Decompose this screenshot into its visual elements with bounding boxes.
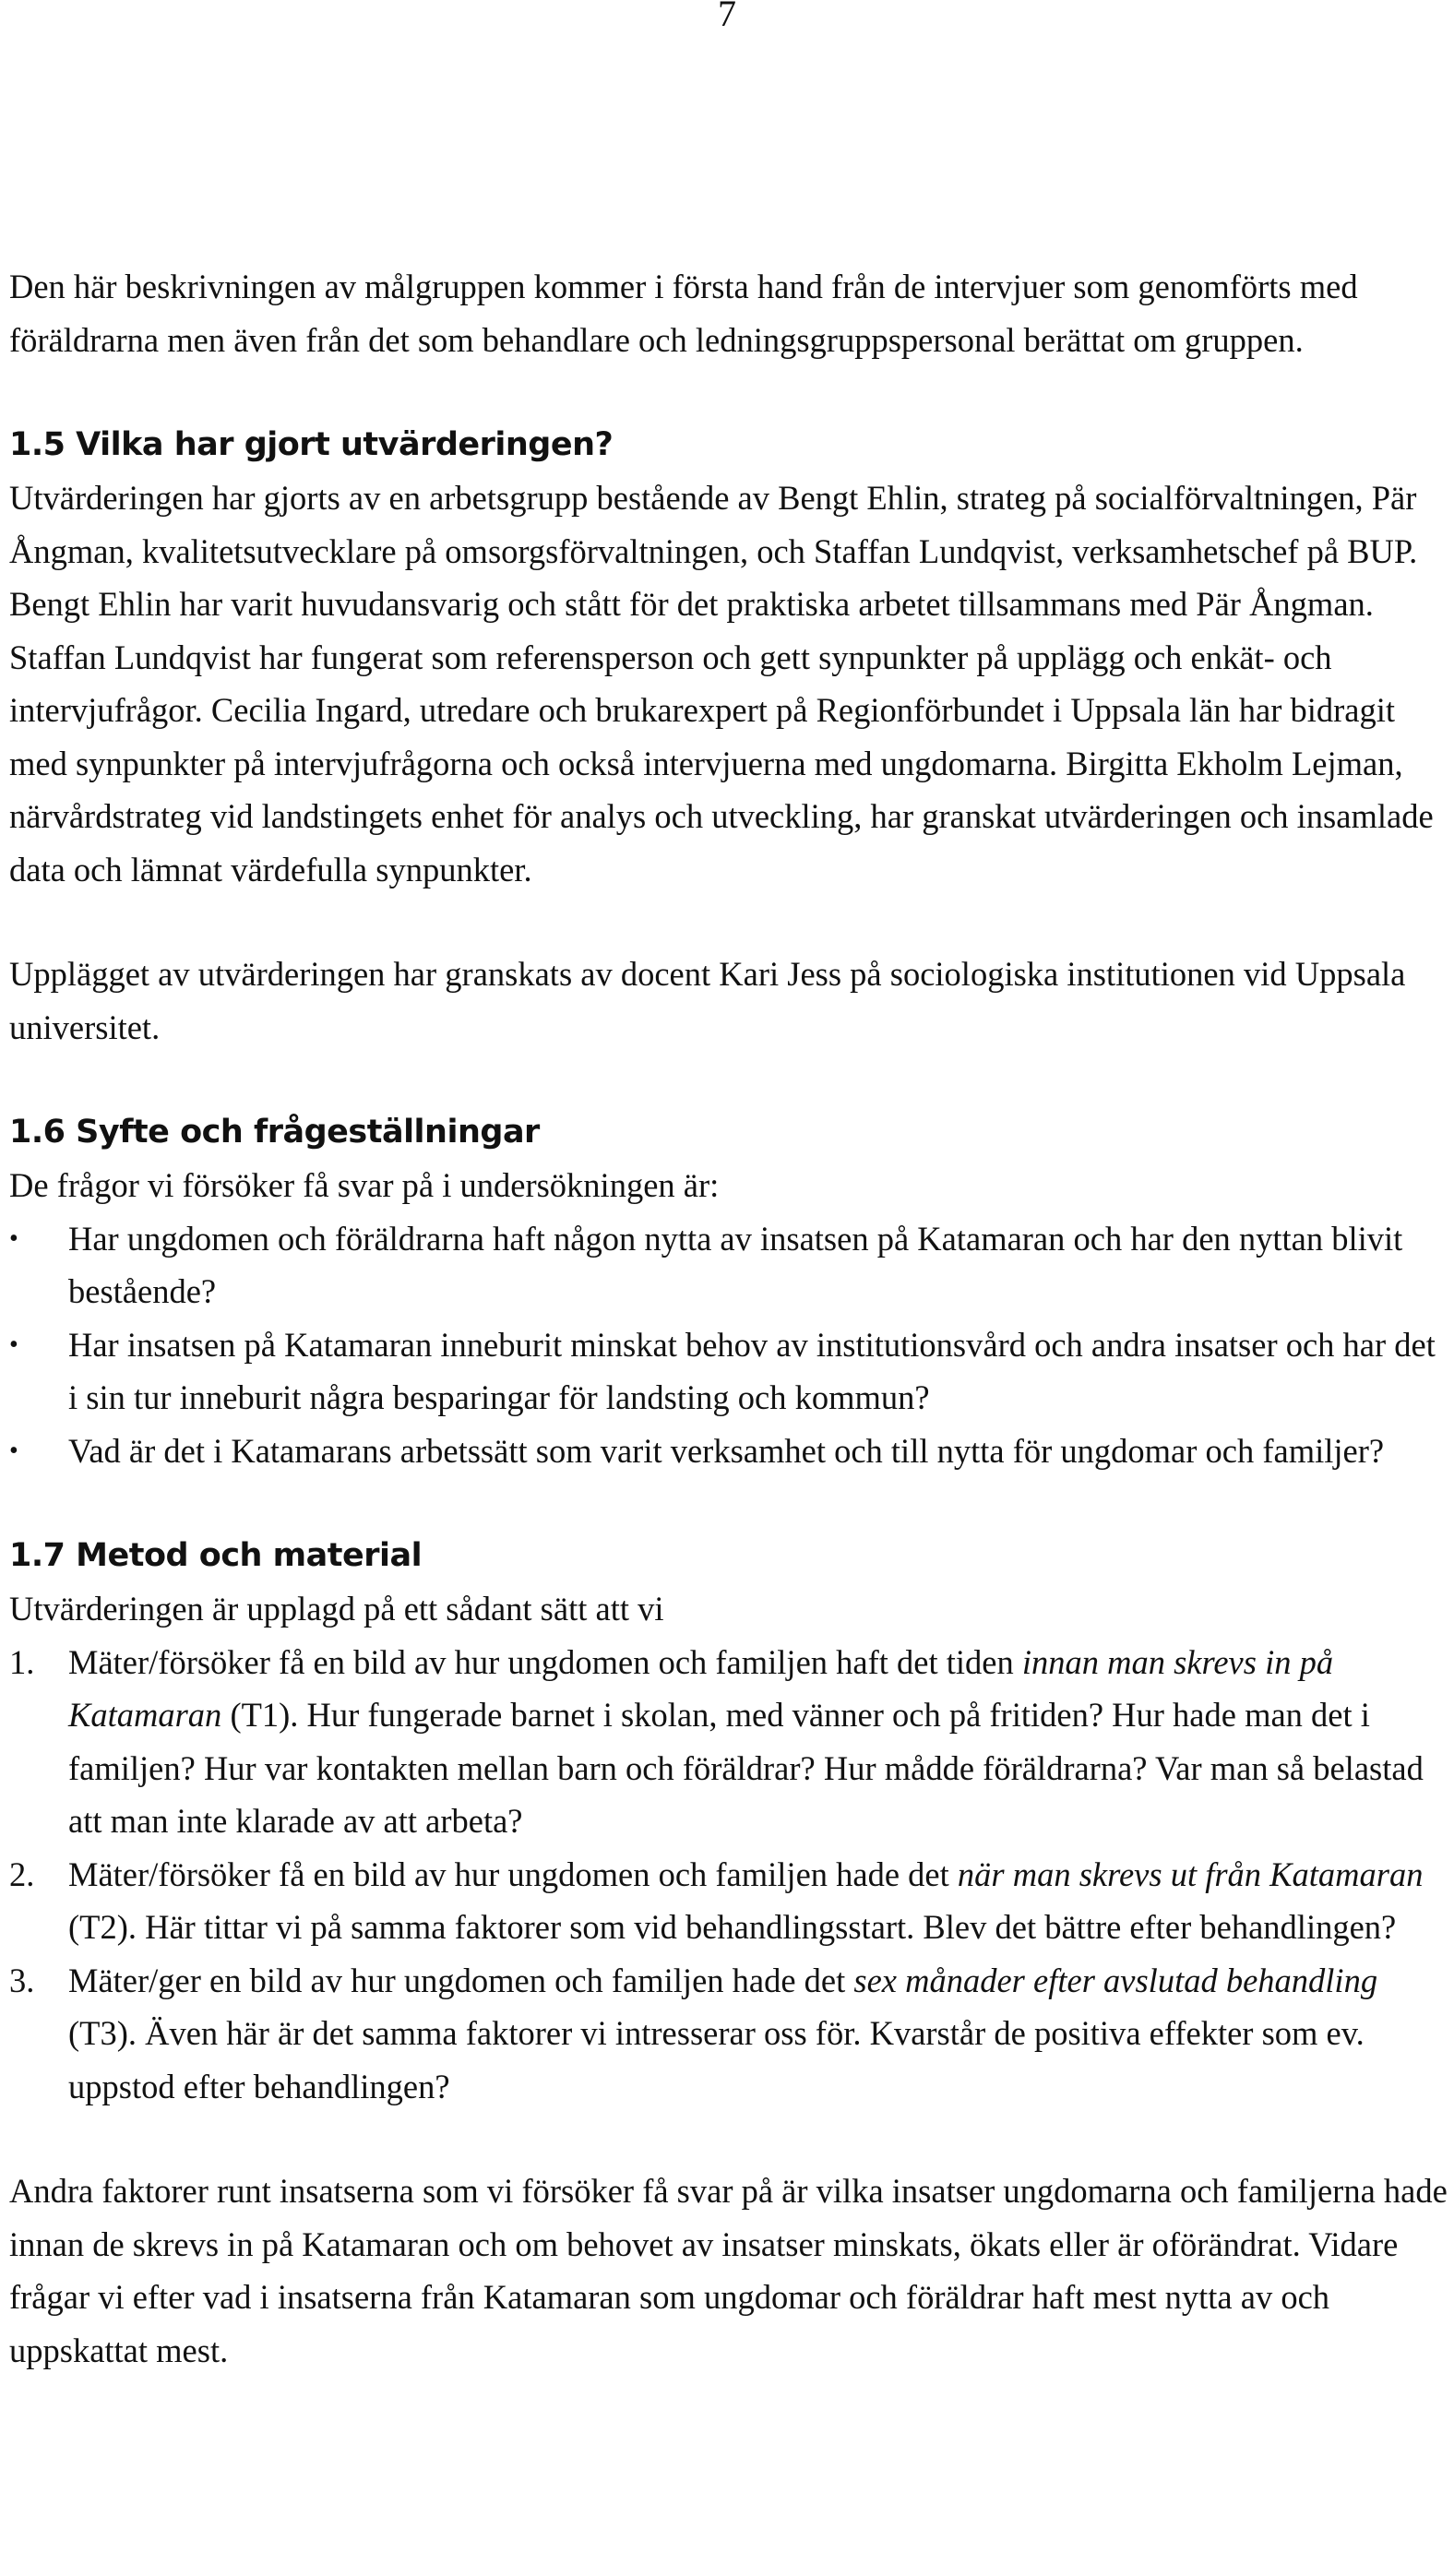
section-1-5-paragraph-2: Upplägget av utvärderingen har granskats av docent Kari Jess på sociologiska institutionen vid Uppsala universitet. <box>9 955 1406 1046</box>
section-heading-1-7: 1.7 Metod och material <box>9 1537 423 1574</box>
spacer <box>9 896 1448 948</box>
section-heading-1-6: 1.6 Syfte och frågeställningar <box>9 1114 540 1151</box>
list-item-text: Har ungdomen och föräldrarna haft någon nytta av insatsen på Katamaran och har den nyttan blivit bestående? <box>68 1219 1403 1310</box>
section-heading-1-5: 1.5 Vilka har gjort utvärderingen? <box>9 426 614 463</box>
question-list <box>9 1212 1448 1478</box>
emphasis-text: sex månader efter avslutad behandling <box>853 1961 1378 1999</box>
list-item <box>9 1954 1448 2114</box>
spacer <box>9 2113 1448 2165</box>
list-number: 3. <box>9 1961 35 1999</box>
list-item <box>9 1425 1448 1478</box>
section-1-6-intro: De frågor vi försöker få svar på i undersökningen är: <box>9 1166 720 1204</box>
list-item-text: Vad är det i Katamarans arbetssätt som varit verksamhet och till nytta för ungdomar och familjer? <box>68 1431 1385 1470</box>
list-number: 2. <box>9 1854 35 1893</box>
list-item <box>9 1636 1448 1848</box>
spacer <box>9 366 1448 418</box>
emphasis-text: innan man skrevs in på Katamaran <box>68 1642 1334 1734</box>
list-item <box>9 1318 1448 1425</box>
list-item <box>9 1848 1448 1954</box>
list-item-text: Mäter/ger en bild av hur ungdomen och familjen hade det sex månader efter avslutad behandling (T3). Även här är det samma faktorer vi intresserar oss för. Kvarstår de positiva effekter som ev. uppstod efter behandlingen? <box>68 1961 1378 2105</box>
bullet-icon: • <box>9 1223 18 1253</box>
bullet-icon: • <box>9 1436 18 1465</box>
section-1-7-intro: Utvärderingen är upplagd på ett sådant sätt att vi <box>9 1590 664 1628</box>
intro-paragraph: Den här beskrivningen av målgruppen kommer i första hand från de intervjuer som genomförts med föräldrarna men även från det som behandlare och ledningsgruppspersonal berättat om gruppen. <box>9 268 1358 359</box>
closing-paragraph: Andra faktorer runt insatserna som vi försöker få svar på är vilka insatser ungdomarna och familjerna hade innan de skrevs in på Katamaran och om behovet av insatser minskats, ökats eller är oförändrat. Vidare frågar vi efter vad i insatserna från Katamaran som ungdomar och föräldrar haft mest nytta av och uppskattat mest. <box>9 2172 1448 2369</box>
emphasis-text: när man skrevs ut från Katamaran <box>957 1854 1424 1893</box>
list-item <box>9 1212 1448 1318</box>
spacer <box>9 1054 1448 1105</box>
method-list <box>9 1636 1448 2114</box>
page-number: 7 <box>718 0 736 34</box>
bullet-icon: • <box>9 1330 18 1359</box>
spacer <box>9 1477 1448 1529</box>
section-1-5-paragraph-1: Utvärderingen har gjorts av en arbetsgrupp bestående av Bengt Ehlin, strateg på socialförvaltningen, Pär Ångman, kvalitetsutvecklare på omsorgsförvaltningen, och Staffan Lundqvist, verksamhetschef på BUP. Bengt Ehlin har varit huvudansvarig och stått för det praktiska arbetet tillsammans med Pär Ångman. Staffan Lundqvist har fungerat som referensperson och gett synpunkter på upplägg och enkät- och intervjufrågor. Cecilia Ingard, utredare och brukarexpert på Regionförbundet i Uppsala län har bidragit med synpunkter på intervjufrågorna och också intervjuerna med ungdomarna. Birgitta Ekholm Lejman, närvårdstrateg vid landstingets enhet för analys och utveckling, har granskat utvärderingen och insamlade data och lämnat värdefulla synpunkter. <box>9 479 1434 888</box>
document-body <box>9 260 1448 2377</box>
list-number: 1. <box>9 1642 35 1681</box>
list-item-text: Mäter/försöker få en bild av hur ungdomen och familjen hade det när man skrevs ut från Katamaran (T2). Här tittar vi på samma faktorer som vid behandlingsstart. Blev det bättre efter behandlingen? <box>68 1854 1424 1946</box>
list-item-text: Mäter/försöker få en bild av hur ungdomen och familjen haft det tiden innan man skrevs in på Katamaran (T1). Hur fungerade barnet i skolan, med vänner och på fritiden? Hur hade man det i familjen? Hur var kontakten mellan barn och föräldrar? Hur mådde föräldrarna? Var man så belastad att man inte klarade av att arbeta? <box>68 1642 1424 1840</box>
list-item-text: Har insatsen på Katamaran inneburit minskat behov av institutionsvård och andra insatser och har det i sin tur inneburit några besparingar för landsting och kommun? <box>68 1325 1436 1416</box>
